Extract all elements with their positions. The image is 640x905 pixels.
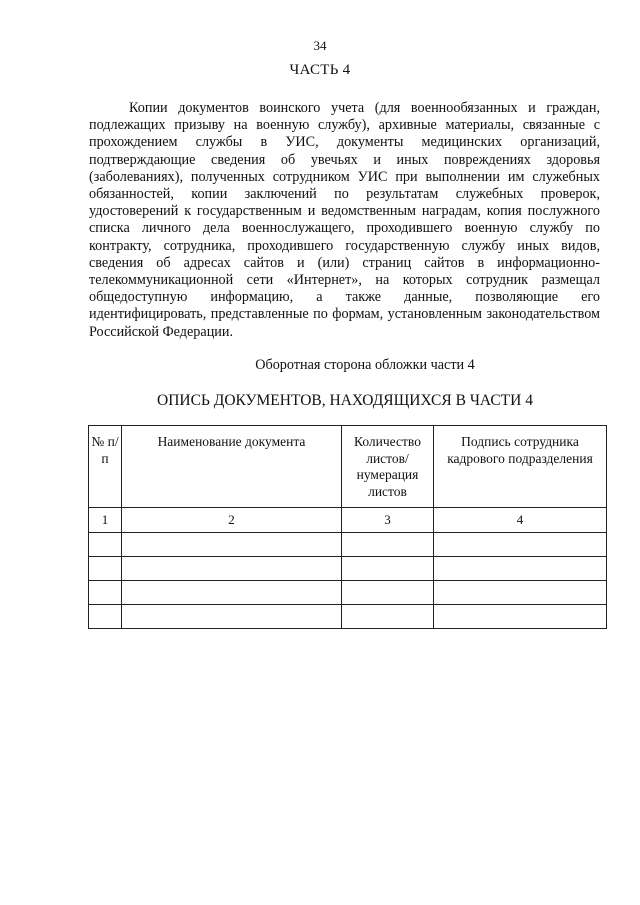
column-number: 4 xyxy=(434,508,607,533)
table-cell xyxy=(122,581,342,605)
header-sheet-count: Количество листов/ нумерация листов xyxy=(342,426,434,508)
table-cell xyxy=(342,557,434,581)
table-cell xyxy=(89,557,122,581)
header-document-name: Наименование документа xyxy=(122,426,342,508)
part-title: ЧАСТЬ 4 xyxy=(289,62,351,78)
column-number: 3 xyxy=(342,508,434,533)
header-signature: Подпись сотрудника кадрового подразделения xyxy=(434,426,607,508)
table-header-row xyxy=(89,426,607,508)
column-number: 1 xyxy=(89,508,122,533)
table-row xyxy=(89,557,607,581)
body-paragraph: Копии документов воинского учета (для военнообязанных и граждан, подлежащих призыву на военную службу), архивные материалы, связанные с прохождением службы в УИС, документы медицинских организаций, подтверждающие сведения об увечьях и иных повреждениях здоровья (заболеваниях), полученных сотрудником УИС при выполнении им служебных обязанностей, копии заключений по результатам служебных проверок, удостоверений к государственным и ведомственным наградам, копия послужного списка личного дела военнослужащего, проходившего военную службу по контракту, сотрудника, проходившего государственную службу иных видов, сведения об адресах сайтов и (или) страниц сайтов в информационно-телекоммуникационной сети «Интернет», на которых сотрудник размещал общедоступную информацию, а также данные, позволяющие его идентифицировать, представленные по формам, установленным законодательством Российской Федерации. xyxy=(89,100,600,340)
table-cell xyxy=(342,581,434,605)
header-index: № п/п xyxy=(89,426,122,508)
page-number: 34 xyxy=(313,38,327,53)
table-row xyxy=(89,581,607,605)
table-cell xyxy=(122,605,342,629)
table-cell xyxy=(89,605,122,629)
table-cell xyxy=(434,533,607,557)
table-cell xyxy=(434,557,607,581)
document-inventory-table xyxy=(88,425,607,629)
table-row xyxy=(89,533,607,557)
table-cell xyxy=(342,605,434,629)
cover-caption: Оборотная сторона обложки части 4 xyxy=(255,357,475,373)
table-cell xyxy=(434,605,607,629)
table-cell xyxy=(122,557,342,581)
inventory-title: ОПИСЬ ДОКУМЕНТОВ, НАХОДЯЩИХСЯ В ЧАСТИ 4 xyxy=(157,392,533,409)
table-cell xyxy=(342,533,434,557)
table-cell xyxy=(89,533,122,557)
column-number: 2 xyxy=(122,508,342,533)
table-cell xyxy=(122,533,342,557)
table-cell xyxy=(89,581,122,605)
table-cell xyxy=(434,581,607,605)
table-row xyxy=(89,605,607,629)
column-number-row xyxy=(89,508,607,533)
